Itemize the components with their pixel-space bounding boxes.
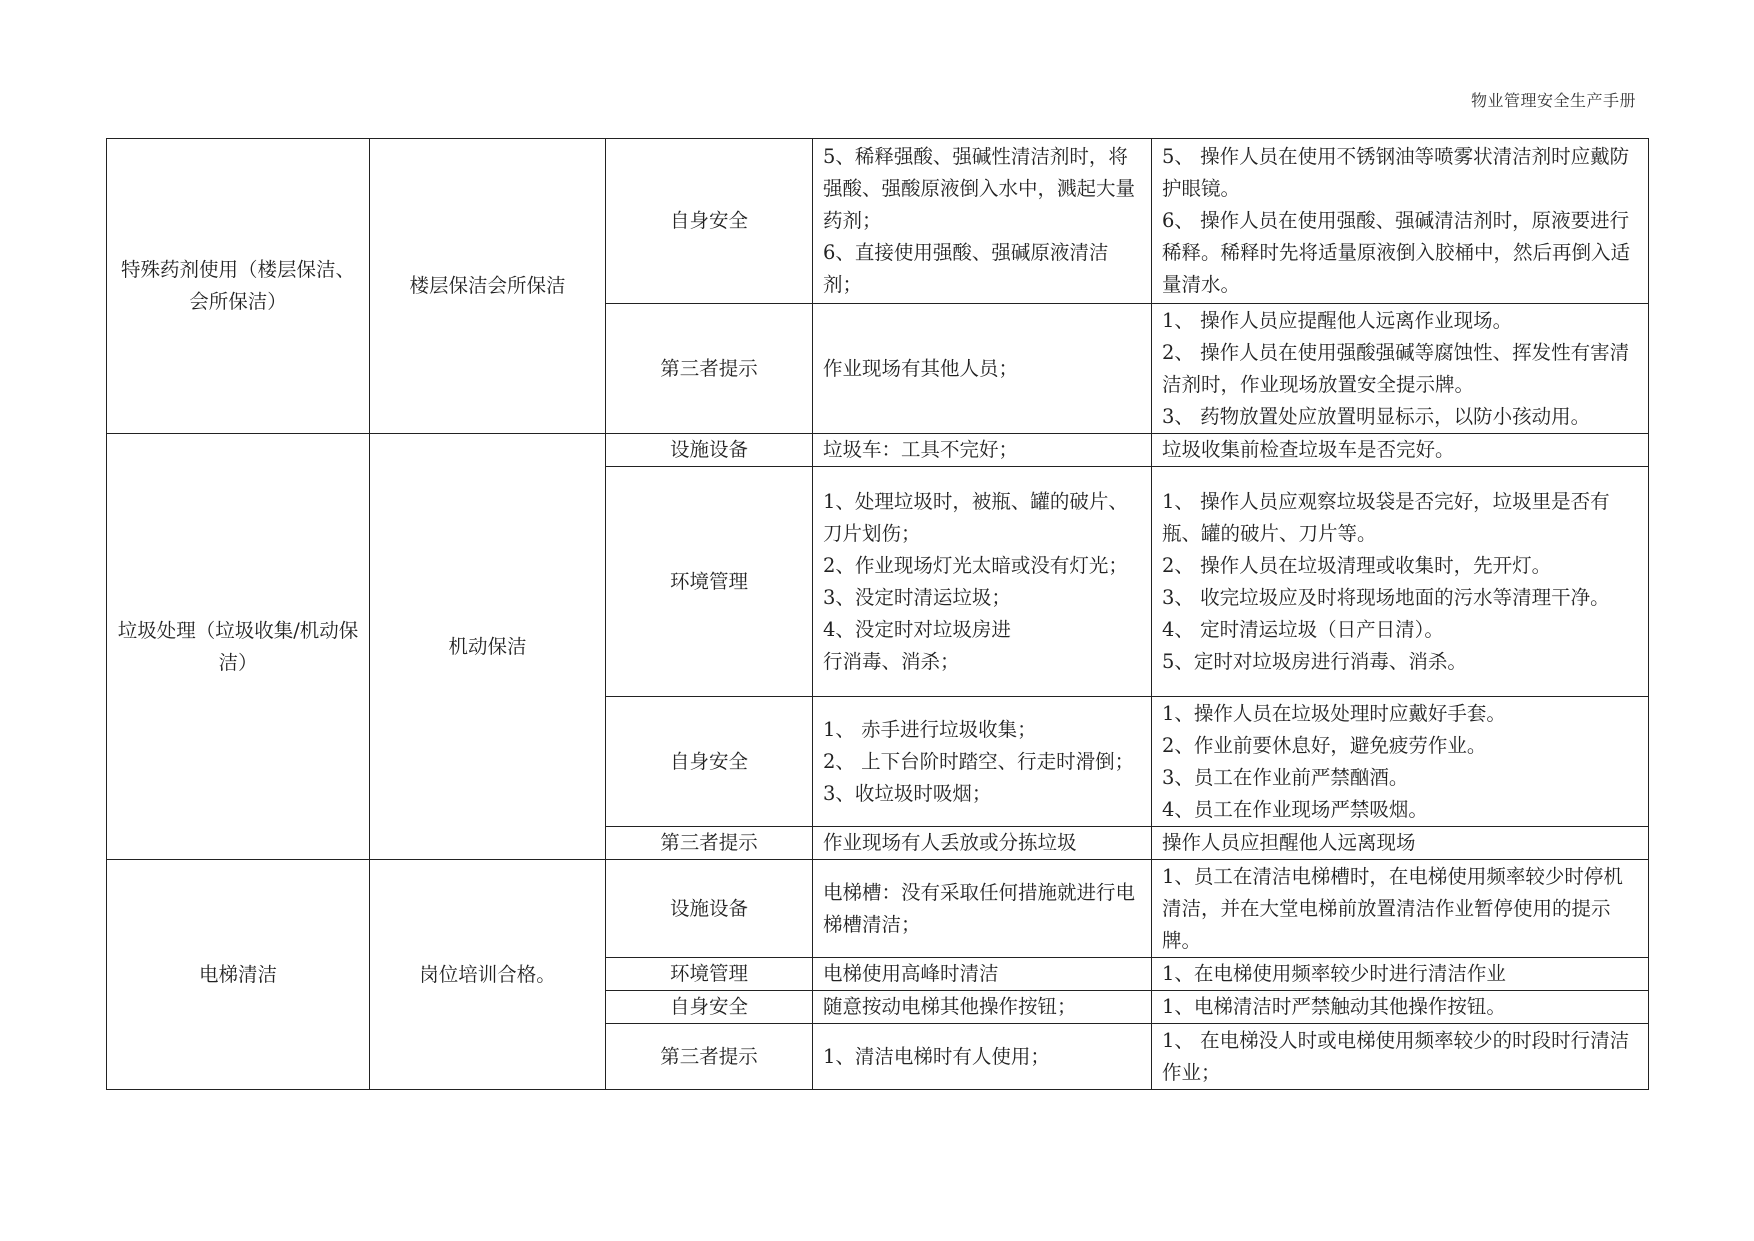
measure-line: 6、 操作人员在使用强酸、强碱清洁剂时，原液要进行稀释。稀释时先将适量原液倒入胶桶中，然后再倒入适量清水。 bbox=[1162, 209, 1631, 296]
measure-line: 1、在电梯使用频率较少时进行清洁作业 bbox=[1162, 962, 1506, 985]
hazard-cell bbox=[813, 304, 1152, 434]
hazard-line: 垃圾车：工具不完好； bbox=[823, 438, 1019, 461]
hazard-cell bbox=[813, 860, 1152, 958]
category-cell: 环境管理 bbox=[606, 958, 813, 991]
measure-line: 1、电梯清洁时严禁触动其他操作按钮。 bbox=[1162, 995, 1506, 1018]
hazard-line: 2、作业现场灯光太暗或没有灯光； bbox=[823, 553, 1128, 577]
measure-line: 1、 操作人员应提醒他人远离作业现场。 bbox=[1162, 308, 1513, 332]
measure-line: 2、 操作人员在使用强酸强碱等腐蚀性、挥发性有害清洁剂时，作业现场放置安全提示牌。 bbox=[1162, 340, 1630, 396]
measure-cell bbox=[1152, 434, 1649, 467]
hazard-line: 随意按动电梯其他操作按钮； bbox=[823, 995, 1077, 1018]
category-cell: 第三者提示 bbox=[606, 304, 813, 434]
measure-line: 5、定时对垃圾房进行消毒、消杀。 bbox=[1162, 649, 1467, 673]
post-cell: 楼层保洁会所保洁 bbox=[370, 139, 606, 434]
hazard-line: 2、 上下台阶时踏空、行走时滑倒； bbox=[823, 749, 1135, 773]
measure-cell bbox=[1152, 467, 1649, 697]
hazard-line: 1、处理垃圾时，被瓶、罐的破片、刀片划伤； bbox=[823, 489, 1128, 545]
hazard-cell bbox=[813, 697, 1152, 827]
category-cell: 设施设备 bbox=[606, 860, 813, 958]
measure-cell bbox=[1152, 304, 1649, 434]
measure-line: 3、 收完垃圾应及时将现场地面的污水等清理干净。 bbox=[1162, 585, 1610, 609]
measure-line: 垃圾收集前检查垃圾车是否完好。 bbox=[1162, 438, 1455, 461]
table-row bbox=[107, 434, 1649, 467]
category-cell: 自身安全 bbox=[606, 139, 813, 304]
category-cell: 自身安全 bbox=[606, 697, 813, 827]
measure-line: 操作人员应担醒他人远离现场 bbox=[1162, 831, 1416, 854]
measure-line: 2、 操作人员在垃圾清理或收集时，先开灯。 bbox=[1162, 553, 1552, 577]
hazard-line: 3、收垃圾时吸烟； bbox=[823, 781, 992, 805]
measure-line: 1、操作人员在垃圾处理时应戴好手套。 bbox=[1162, 701, 1506, 725]
document-header-title: 物业管理安全生产手册 bbox=[1470, 91, 1636, 110]
category-cell: 第三者提示 bbox=[606, 1024, 813, 1090]
hazard-cell bbox=[813, 827, 1152, 860]
category-cell: 第三者提示 bbox=[606, 827, 813, 860]
hazard-line: 电梯使用高峰时清洁 bbox=[823, 962, 999, 985]
hazard-line: 作业现场有人丢放或分拣垃圾 bbox=[823, 831, 1077, 854]
safety-hazard-table bbox=[106, 138, 1649, 1090]
measure-cell bbox=[1152, 139, 1649, 304]
measure-line: 2、作业前要休息好，避免疲劳作业。 bbox=[1162, 733, 1487, 757]
measure-line: 3、 药物放置处应放置明显标示，以防小孩动用。 bbox=[1162, 404, 1591, 428]
measure-cell bbox=[1152, 860, 1649, 958]
hazard-cell bbox=[813, 467, 1152, 697]
post-cell: 机动保洁 bbox=[370, 434, 606, 860]
hazard-line: 1、清洁电梯时有人使用； bbox=[823, 1044, 1050, 1068]
measure-line: 1、员工在清洁电梯槽时，在电梯使用频率较少时停机清洁，并在大堂电梯前放置清洁作业暂停使用的提示牌。 bbox=[1162, 864, 1623, 952]
table-row bbox=[107, 139, 1649, 304]
measure-cell bbox=[1152, 1024, 1649, 1090]
hazard-cell bbox=[813, 434, 1152, 467]
measure-cell bbox=[1152, 697, 1649, 827]
measure-line: 1、 操作人员应观察垃圾袋是否完好，垃圾里是否有瓶、罐的破片、刀片等。 bbox=[1162, 489, 1610, 545]
hazard-line: 1、 赤手进行垃圾收集； bbox=[823, 717, 1037, 741]
post-cell: 岗位培训合格。 bbox=[370, 860, 606, 1090]
hazard-cell bbox=[813, 139, 1152, 304]
measure-line: 1、 在电梯没人时或电梯使用频率较少的时段时行清洁作业； bbox=[1162, 1028, 1630, 1084]
hazard-line: 5、稀释强酸、强碱性清洁剂时，将强酸、强酸原液倒入水中，溅起大量药剂； bbox=[823, 145, 1136, 232]
hazard-cell bbox=[813, 1024, 1152, 1090]
measure-line: 4、 定时清运垃圾（日产日清）。 bbox=[1162, 617, 1444, 641]
activity-cell: 垃圾处理（垃圾收集/机动保洁） bbox=[107, 434, 370, 860]
hazard-line: 行消毒、消杀； bbox=[823, 649, 960, 673]
hazard-cell bbox=[813, 958, 1152, 991]
activity-cell: 电梯清洁 bbox=[107, 860, 370, 1090]
hazard-line: 电梯槽：没有采取任何措施就进行电梯槽清洁； bbox=[823, 880, 1136, 936]
hazard-line: 作业现场有其他人员； bbox=[823, 356, 1019, 380]
category-cell: 设施设备 bbox=[606, 434, 813, 467]
category-cell: 环境管理 bbox=[606, 467, 813, 697]
table-row bbox=[107, 860, 1649, 958]
hazard-line: 4、没定时对垃圾房进 bbox=[823, 617, 1011, 641]
measure-cell bbox=[1152, 991, 1649, 1024]
activity-cell: 特殊药剂使用（楼层保洁、会所保洁） bbox=[107, 139, 370, 434]
hazard-line: 3、没定时清运垃圾； bbox=[823, 585, 1011, 609]
measure-cell bbox=[1152, 958, 1649, 991]
hazard-cell bbox=[813, 991, 1152, 1024]
measure-line: 5、 操作人员在使用不锈钢油等喷雾状清洁剂时应戴防护眼镜。 bbox=[1162, 145, 1630, 200]
category-cell: 自身安全 bbox=[606, 991, 813, 1024]
measure-cell bbox=[1152, 827, 1649, 860]
measure-line: 3、员工在作业前严禁酗酒。 bbox=[1162, 765, 1409, 789]
measure-line: 4、员工在作业现场严禁吸烟。 bbox=[1162, 797, 1428, 821]
hazard-line: 6、直接使用强酸、强碱原液清洁剂； bbox=[823, 241, 1109, 296]
